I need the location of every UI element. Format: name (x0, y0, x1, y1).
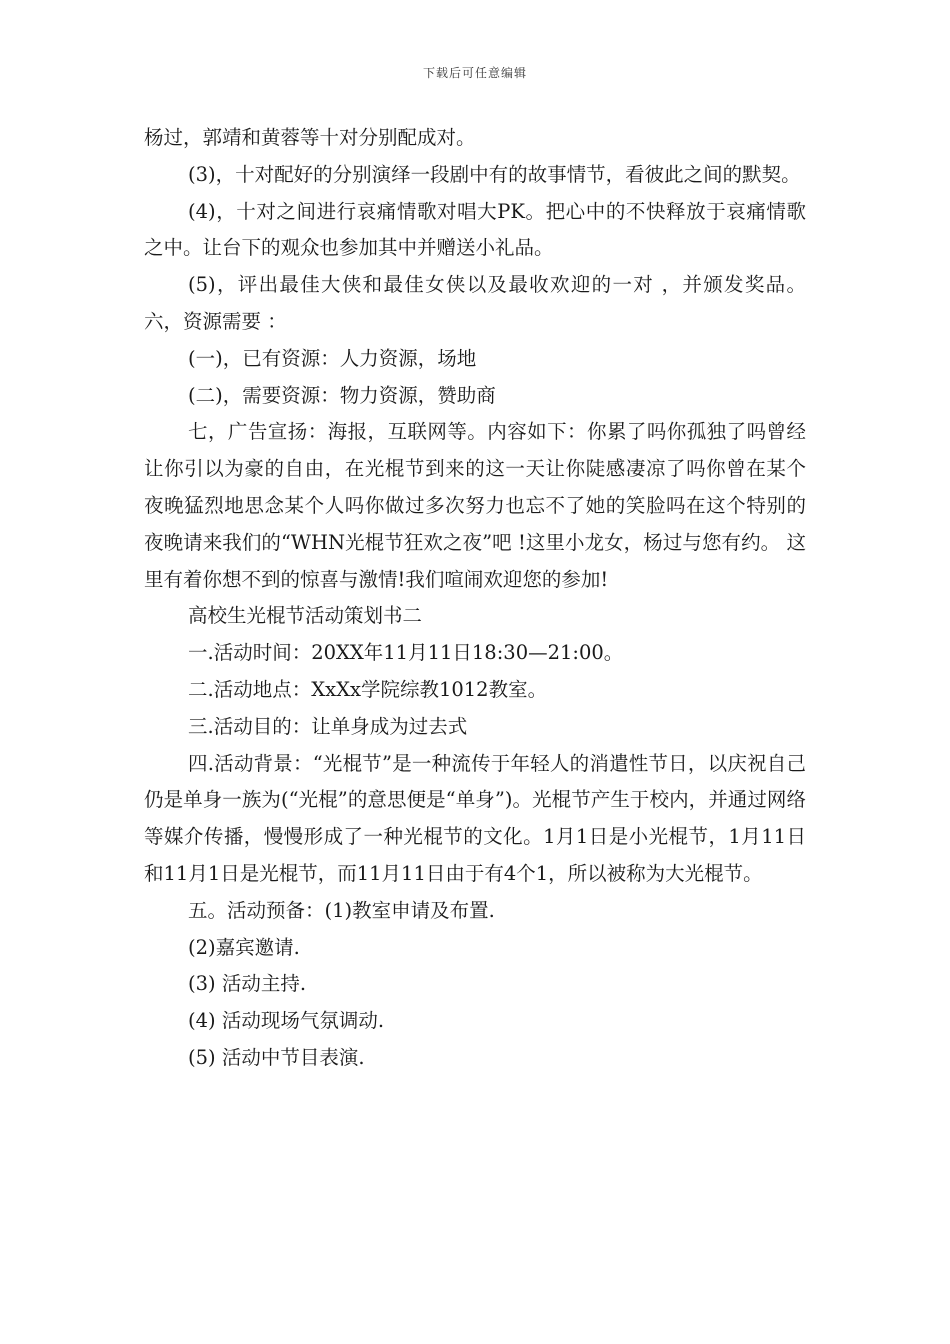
paragraph: (4)，十对之间进行哀痛情歌对唱大PK。把心中的不快释放于哀痛情歌之中。让台下的观众也参加其中并赠送小礼品。 (144, 199, 806, 260)
paragraph: 杨过，郭靖和黄蓉等十对分别配成对。 (144, 126, 476, 149)
document-body (144, 120, 806, 1077)
paragraph: (一)，已有资源：人力资源，场地 (188, 346, 477, 370)
list-item: (5) 活动中节目表演. (188, 1045, 365, 1069)
paragraph: 三.活动目的：让单身成为过去式 (188, 714, 468, 738)
paragraph: 二.活动地点：XxXx学院综教1012教室。 (188, 677, 548, 701)
paragraph: 五。活动预备：(1)教室申请及布置. (188, 898, 495, 922)
paragraph: 七，广告宣扬：海报，互联网等。内容如下：你累了吗你孤独了吗曾经让你引以为豪的自由，在光棍节到来的这一天让你陡感凄凉了吗你曾在某个夜晚猛烈地思念某个人吗你做过多次努力也忘不了她的笑脸吗在这个特别的夜晚请来我们的“WHN光棍节狂欢之夜”吧 !这里小龙女，杨过与您有约。 这里有着你想不到的惊喜与激情!我们喧闹欢迎您的参加! (144, 420, 806, 591)
page-header: 下载后可任意编辑 (422, 66, 527, 80)
section-title: 高校生光棍节活动策划书二 (188, 604, 423, 628)
paragraph: (二)，需要资源：物力资源，赞助商 (188, 383, 496, 407)
paragraph: 四.活动背景：“光棍节”是一种流传于年轻人的消遣性节日，以庆祝自己仍是单身一族为(“光棍”的意思便是“单身”)。光棍节产生于校内，并通过网络等媒介传播，慢慢形成了一种光棍节的文化。1月1日是小光棍节，1月11日和11月1日是光棍节，而11月11日由于有4个1，所以被称为大光棍节。 (144, 751, 806, 885)
paragraph: (5)，评出最佳大侠和最佳女侠以及最收欢迎的一对 ，并颁发奖品。 六，资源需要 ： (144, 273, 806, 333)
list-item: (2)嘉宾邀请. (188, 935, 300, 959)
list-item: (3) 活动主持. (188, 972, 307, 996)
list-item: (4) 活动现场气氛调动. (188, 1009, 385, 1033)
paragraph: 一.活动时间：20XX年11月11日18:30—21:00。 (188, 641, 624, 665)
paragraph: (3)，十对配好的分别演绎一段剧中有的故事情节，看彼此之间的默契。 (188, 162, 801, 186)
